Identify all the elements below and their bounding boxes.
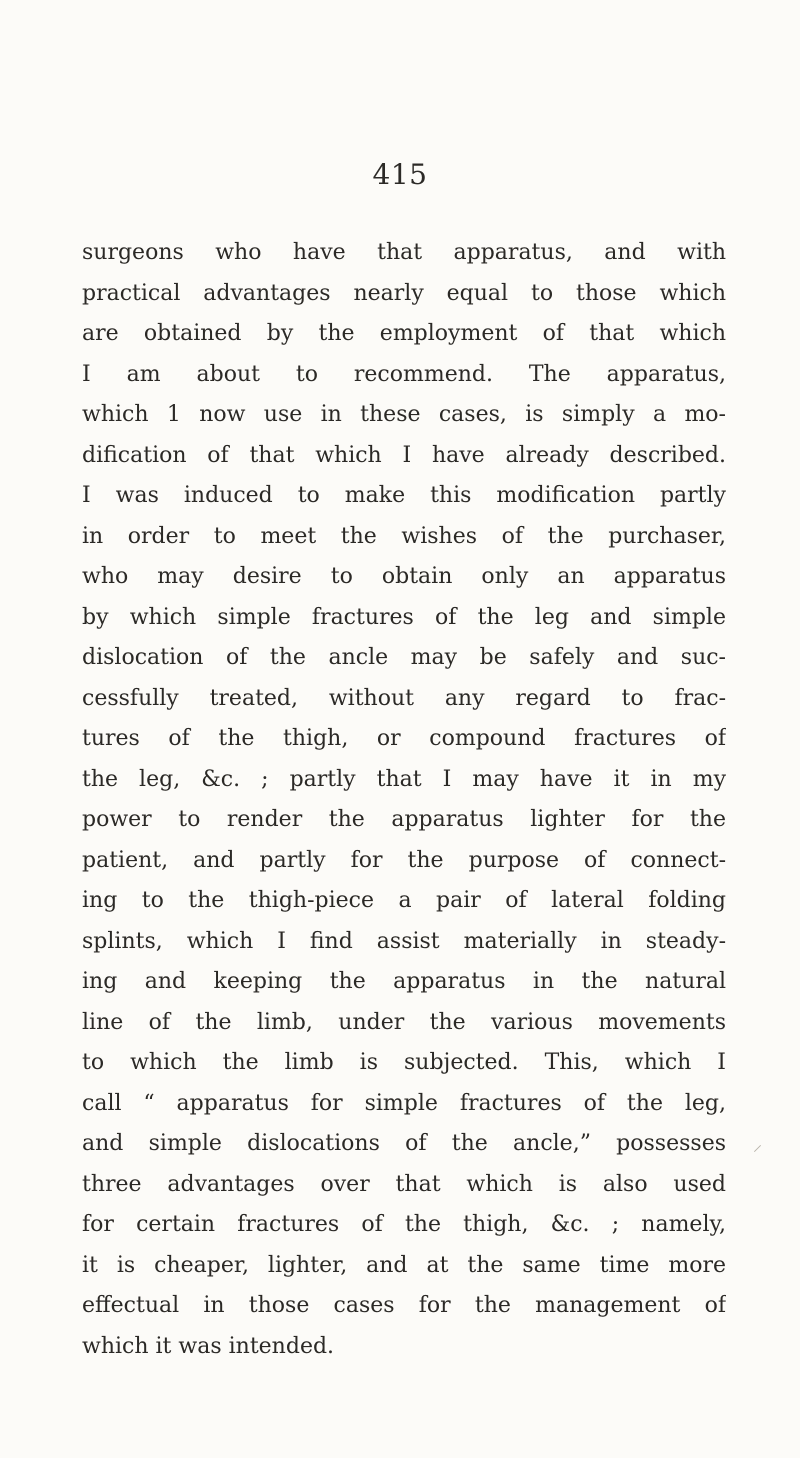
text-line: the leg, &c. ; partly that I may have it in my	[82, 766, 726, 792]
text-line: dification of that which I have already described.	[82, 442, 726, 468]
text-line: call “ apparatus for simple fractures of the leg,	[82, 1090, 726, 1116]
text-line: who may desire to obtain only an apparatus	[82, 564, 726, 589]
text-line: patient, and partly for the purpose of connect-	[82, 847, 726, 873]
text-line: dislocation of the ancle may be safely and suc-	[82, 645, 726, 670]
text-line: which 1 now use in these cases, is simply a mo-	[82, 402, 726, 427]
text-line: ing and keeping the apparatus in the natural	[82, 969, 726, 994]
text-line: to which the limb is subjected. This, which I	[82, 1050, 726, 1075]
text-line: I am about to recommend. The apparatus,	[82, 361, 726, 387]
text-line: ing to the thigh-piece a pair of lateral folding	[82, 888, 726, 913]
text-line: are obtained by the employment of that which	[82, 321, 726, 346]
text-line: effectual in those cases for the management of	[82, 1293, 726, 1318]
page-number: 415	[372, 158, 428, 191]
text-line: for certain fractures of the thigh, &c. ; namely,	[82, 1212, 726, 1237]
text-line: by which simple fractures of the leg and simple	[82, 604, 726, 630]
text-line: splints, which I find assist materially in steady-	[82, 928, 726, 954]
stray-pen-mark	[754, 1145, 761, 1152]
text-line: three advantages over that which is also used	[82, 1171, 726, 1197]
text-line: I was induced to make this modification partly	[82, 483, 726, 508]
text-line: and simple dislocations of the ancle,” possesses	[82, 1131, 726, 1156]
text-line: line of the limb, under the various movements	[82, 1009, 726, 1035]
text-line: power to render the apparatus lighter for the	[82, 807, 726, 832]
text-line: tures of the thigh, or compound fractures of	[82, 726, 726, 751]
text-line: it is cheaper, lighter, and at the same time more	[82, 1252, 726, 1278]
text-line: surgeons who have that apparatus, and with	[82, 240, 726, 265]
text-line: in order to meet the wishes of the purchaser,	[82, 523, 726, 549]
body-text	[82, 233, 726, 1367]
text-line: which it was intended.	[82, 1333, 335, 1359]
text-line: practical advantages nearly equal to those which	[82, 280, 726, 306]
text-line: cessfully treated, without any regard to frac-	[82, 685, 726, 711]
